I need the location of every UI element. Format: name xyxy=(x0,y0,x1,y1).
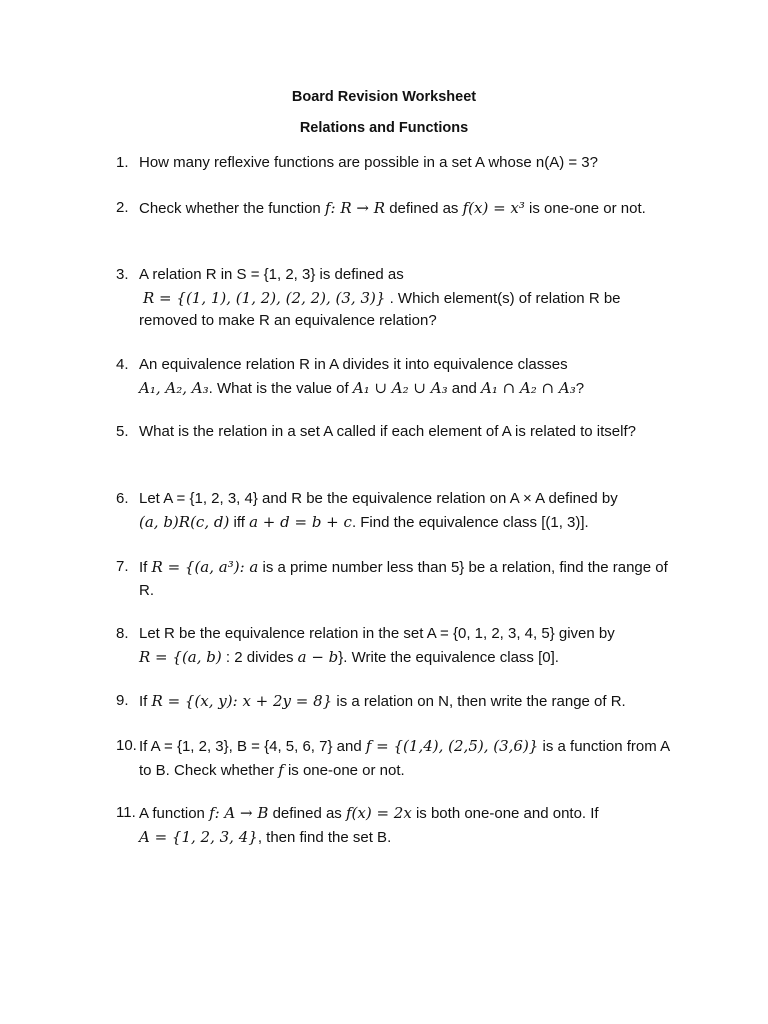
question-text: How many reflexive functions are possible in a set A whose n(A) = 3? xyxy=(139,154,598,171)
question-text: is both one-one and onto. If xyxy=(411,805,599,822)
question-number: 10. xyxy=(116,737,137,754)
question-text: Check whether the function xyxy=(139,200,325,217)
question-text: ? xyxy=(575,379,585,397)
question-11 xyxy=(116,802,676,849)
math-expression: f: A → B xyxy=(209,804,269,822)
question-number: 6. xyxy=(116,490,129,507)
question-3 xyxy=(116,264,676,333)
math-expression: (a, b)R(c, d) xyxy=(139,512,230,531)
question-text: is a function from A to B. Check whether xyxy=(139,738,670,779)
question-number: 1. xyxy=(116,154,129,171)
question-text: is one-one or not. xyxy=(524,200,646,217)
question-text: is a relation on N, then write the range of R. xyxy=(332,693,626,710)
question-text: }. Write the equivalence class [0]. xyxy=(338,648,559,666)
question-text: What is the relation in a set A called if each element of A is related to itself? xyxy=(139,423,636,440)
question-text: Let R be the equivalence relation in the set A = {0, 1, 2, 3, 4, 5} given by xyxy=(139,625,615,642)
math-expression: A₁, A₂, A₃ xyxy=(139,378,209,397)
question-text: Let A = {1, 2, 3, 4} and R be the equivalence relation on A × A defined by xyxy=(139,490,618,507)
question-number: 11. xyxy=(116,804,136,821)
question-8 xyxy=(116,623,676,669)
question-2 xyxy=(116,197,676,221)
question-6 xyxy=(116,488,676,534)
question-text: : 2 divides xyxy=(221,648,298,666)
math-expression: R = {(a, b) xyxy=(139,647,222,666)
question-text: If A = {1, 2, 3}, B = {4, 5, 6, 7} and xyxy=(139,738,366,755)
question-number: 7. xyxy=(116,558,129,575)
question-text: . What is the value of xyxy=(208,379,353,397)
question-text: A relation R in S = {1, 2, 3} is defined as xyxy=(139,266,404,283)
question-1 xyxy=(116,152,676,175)
math-expression: A = {1, 2, 3, 4} xyxy=(139,827,258,846)
question-text: An equivalence relation R in A divides it into equivalence classes xyxy=(139,356,568,373)
question-number: 8. xyxy=(116,625,129,642)
question-text: . Find the equivalence class [(1, 3)]. xyxy=(351,513,589,531)
math-expression: f = {(1,4), (2,5), (3,6)} xyxy=(365,737,539,755)
question-number: 4. xyxy=(116,356,129,373)
question-7 xyxy=(116,556,676,602)
question-text: is a prime number less than 5} be a relation, find the range of R. xyxy=(139,559,668,599)
math-expression: f(x) = 2x xyxy=(345,804,412,822)
question-10 xyxy=(116,735,676,782)
math-expression: a + d = b + c xyxy=(249,512,352,531)
question-9 xyxy=(116,690,676,714)
math-expression: R = {(1, 1), (1, 2), (2, 2), (3, 3)} xyxy=(143,288,386,307)
question-text: , then find the set B. xyxy=(257,828,392,846)
question-number: 2. xyxy=(116,199,129,216)
math-expression: f(x) = x³ xyxy=(462,199,525,217)
question-text: and xyxy=(447,379,481,397)
math-expression: f xyxy=(278,760,284,779)
math-expression: f: R → R xyxy=(324,199,386,217)
question-text: defined as xyxy=(385,200,463,217)
worksheet-title: Board Revision Worksheet xyxy=(291,89,477,105)
question-number: 9. xyxy=(116,692,129,709)
question-text: defined as xyxy=(268,805,346,822)
worksheet-subtitle: Relations and Functions xyxy=(299,120,469,136)
math-expression: a − b xyxy=(297,647,339,666)
question-5 xyxy=(116,421,676,444)
question-text: is one-one or not. xyxy=(283,761,405,779)
question-number: 3. xyxy=(116,266,129,283)
question-text: If xyxy=(139,559,152,576)
question-4 xyxy=(116,354,676,400)
math-expression: A₁ ∪ A₂ ∪ A₃ xyxy=(352,378,448,397)
question-text: iff xyxy=(229,513,250,531)
math-expression: R = {(a, a³): a xyxy=(151,558,259,576)
math-expression: A₁ ∩ A₂ ∩ A₃ xyxy=(480,378,576,397)
question-number: 5. xyxy=(116,423,129,440)
question-text: If xyxy=(139,693,152,710)
question-text: . Which element(s) of relation R be removed to make R an equivalence relation? xyxy=(139,289,621,329)
question-text: A function xyxy=(139,805,210,822)
math-expression: R = {(x, y): x + 2y = 8} xyxy=(151,692,333,710)
